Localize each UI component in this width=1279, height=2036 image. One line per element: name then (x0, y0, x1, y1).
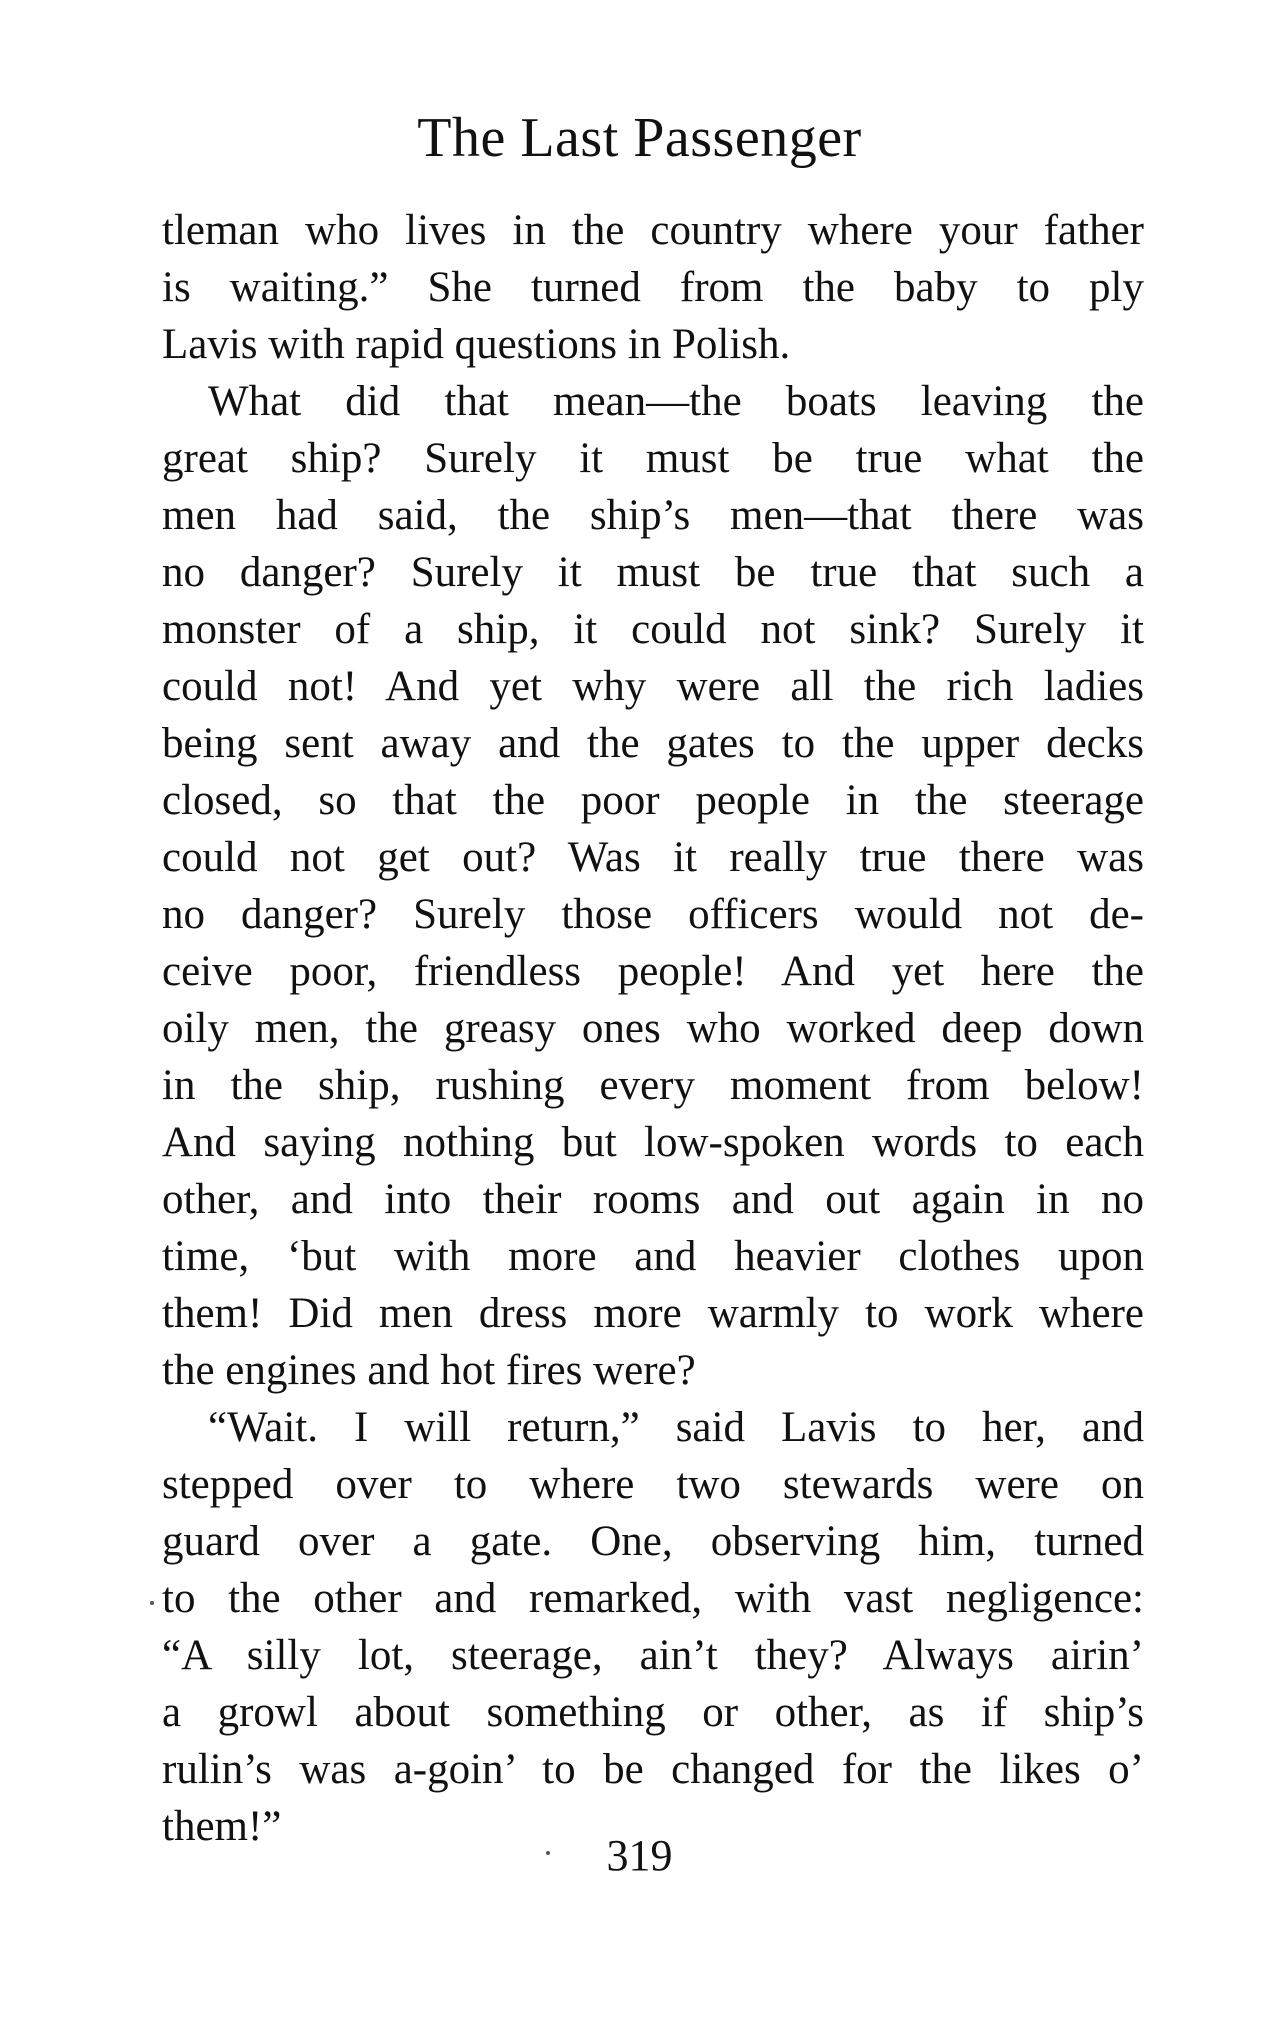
text-line: in the ship, rushing every moment from below! (162, 1062, 1144, 1109)
text-line: ceive poor, friendless people! And yet here the (162, 948, 1144, 995)
text-line: a growl about something or other, as if ship’s (162, 1689, 1144, 1736)
text-line: rulin’s was a-goin’ to be changed for the likes o’ (162, 1746, 1144, 1793)
text-line: no danger? Surely it must be true that such a (162, 549, 1144, 596)
page-number: 319 (606, 1831, 673, 1880)
text-line: to the other and remarked, with vast negligence: (162, 1575, 1144, 1622)
text-line: the engines and hot fires were? (162, 1347, 696, 1394)
text-line: being sent away and the gates to the upper decks (162, 720, 1144, 767)
text-line: men had said, the ship’s men—that there was (162, 492, 1144, 539)
text-line: Lavis with rapid questions in Polish. (162, 321, 791, 368)
running-title: The Last Passenger (417, 107, 862, 169)
text-line: “Wait. I will return,” said Lavis to her, and (208, 1404, 1144, 1451)
text-line: them!” (162, 1803, 282, 1850)
text-line: oily men, the greasy ones who worked deep down (162, 1005, 1144, 1052)
text-line: no danger? Surely those officers would not de- (162, 891, 1144, 938)
text-line: them! Did men dress more warmly to work where (162, 1290, 1144, 1337)
text-line: could not get out? Was it really true there was (162, 834, 1144, 881)
text-line: other, and into their rooms and out again in no (162, 1176, 1144, 1223)
text-line: stepped over to where two stewards were on (162, 1461, 1144, 1508)
text-line: monster of a ship, it could not sink? Surely it (162, 606, 1144, 653)
text-line: “A silly lot, steerage, ain’t they? Always airin’ (162, 1632, 1144, 1679)
body-text (162, 202, 1144, 1855)
text-line: is waiting.” She turned from the baby to ply (162, 264, 1144, 311)
text-line: And saying nothing but low-spoken words to each (162, 1119, 1144, 1166)
text-line: guard over a gate. One, observing him, turned (162, 1518, 1144, 1565)
text-line: great ship? Surely it must be true what the (162, 435, 1144, 482)
margin-speck (150, 1601, 154, 1605)
text-line: time, ‘but with more and heavier clothes upon (162, 1233, 1144, 1280)
text-line: tleman who lives in the country where your father (162, 207, 1144, 254)
text-line: What did that mean—the boats leaving the (208, 378, 1144, 425)
text-line: could not! And yet why were all the rich ladies (162, 663, 1144, 710)
text-line: closed, so that the poor people in the steerage (162, 777, 1144, 824)
